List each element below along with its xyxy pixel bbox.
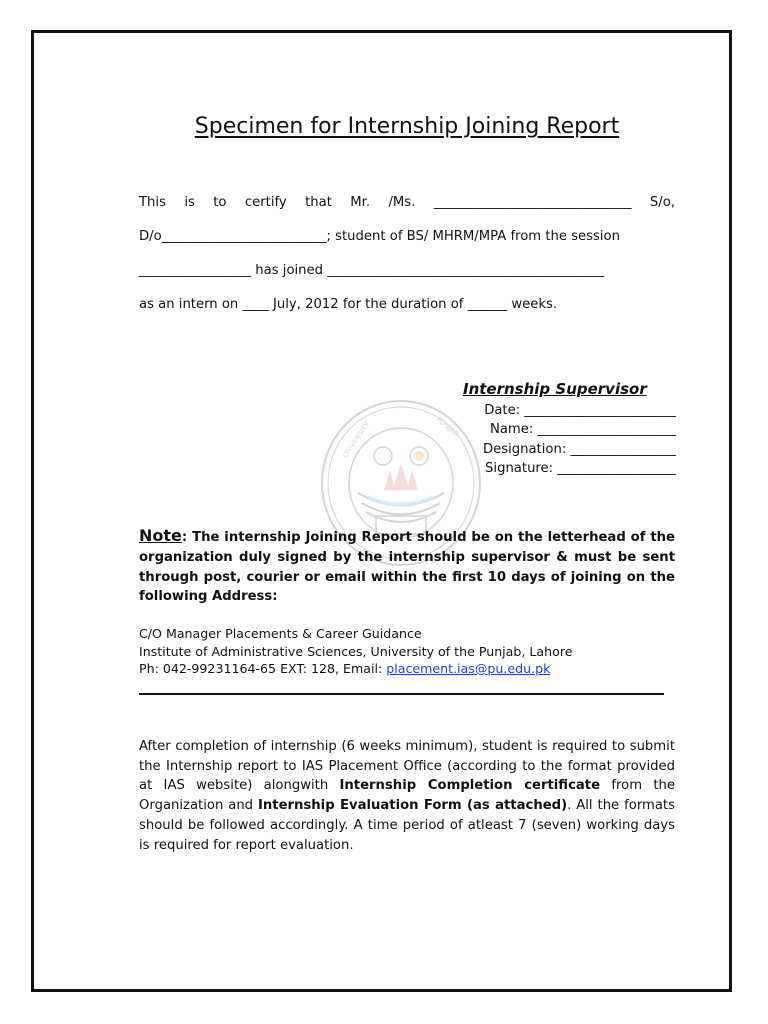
document-title: Specimen for Internship Joining Report xyxy=(194,114,620,139)
supervisor-block xyxy=(452,380,676,479)
note-end: : xyxy=(272,589,278,605)
svg-text:PUNJAB: PUNJAB xyxy=(434,415,460,439)
address-line-3 xyxy=(139,660,679,678)
supervisor-designation-field: Designation: ________________ xyxy=(482,441,676,457)
address-line-1: C/O Manager Placements & Career Guidance xyxy=(139,626,422,641)
certify-line-1: This is to certify that Mr. /Ms. ______________________________ S/o, xyxy=(139,195,675,210)
closing-bold-2: Internship Evaluation Form (as attached) xyxy=(258,798,568,814)
closing-bold-1: Internship Completion certificate xyxy=(339,778,601,794)
supervisor-date-field: Date: _______________________ xyxy=(484,402,676,418)
address-line-2: Institute of Administrative Sciences, University of the Punjab, Lahore xyxy=(139,643,573,659)
email-link[interactable]: placement.ias@pu.edu.pk xyxy=(386,661,551,676)
note-label: Note xyxy=(139,526,182,545)
certify-line-2: D/o_________________________; student of BS/ MHRM/MPA from the session xyxy=(139,229,620,244)
certify-line-3: _________________ has joined __________________________________________ xyxy=(139,263,605,278)
svg-text:UNIVERSITY: UNIVERSITY xyxy=(341,420,372,460)
closing-text-2: from the Organization and xyxy=(139,778,675,814)
closing-text-1: After completion of internship (6 weeks minimum), student is required to submit the Internship report to IAS Placement Office (according to the format provided at IAS website) alongwith xyxy=(139,739,675,794)
note-colon: : xyxy=(181,530,188,545)
certify-line-4: as an intern on ____ July, 2012 for the duration of ______ weeks. xyxy=(139,297,558,312)
supervisor-heading: Internship Supervisor xyxy=(463,380,647,398)
closing-paragraph xyxy=(139,737,675,855)
address-block xyxy=(139,625,679,678)
supervisor-name-field: Name: _____________________ xyxy=(489,422,676,437)
divider-rule xyxy=(139,693,664,695)
note-paragraph xyxy=(139,526,675,607)
note-text: The internship Joining Report should be on the letterhead of the organization duly signed by the internship supervisor & must be sent through post, courier or email within the first 10 days of joining on the following Address xyxy=(139,530,675,605)
closing-text-3: . All the formats should be followed accordingly. A time period of atleast 7 (seven) working days is required for report evaluation. xyxy=(139,798,675,853)
phone-text: Ph: 042-99231164-65 EXT: 128, Email: xyxy=(139,661,387,676)
supervisor-signature-field: Signature: __________________ xyxy=(485,461,676,476)
